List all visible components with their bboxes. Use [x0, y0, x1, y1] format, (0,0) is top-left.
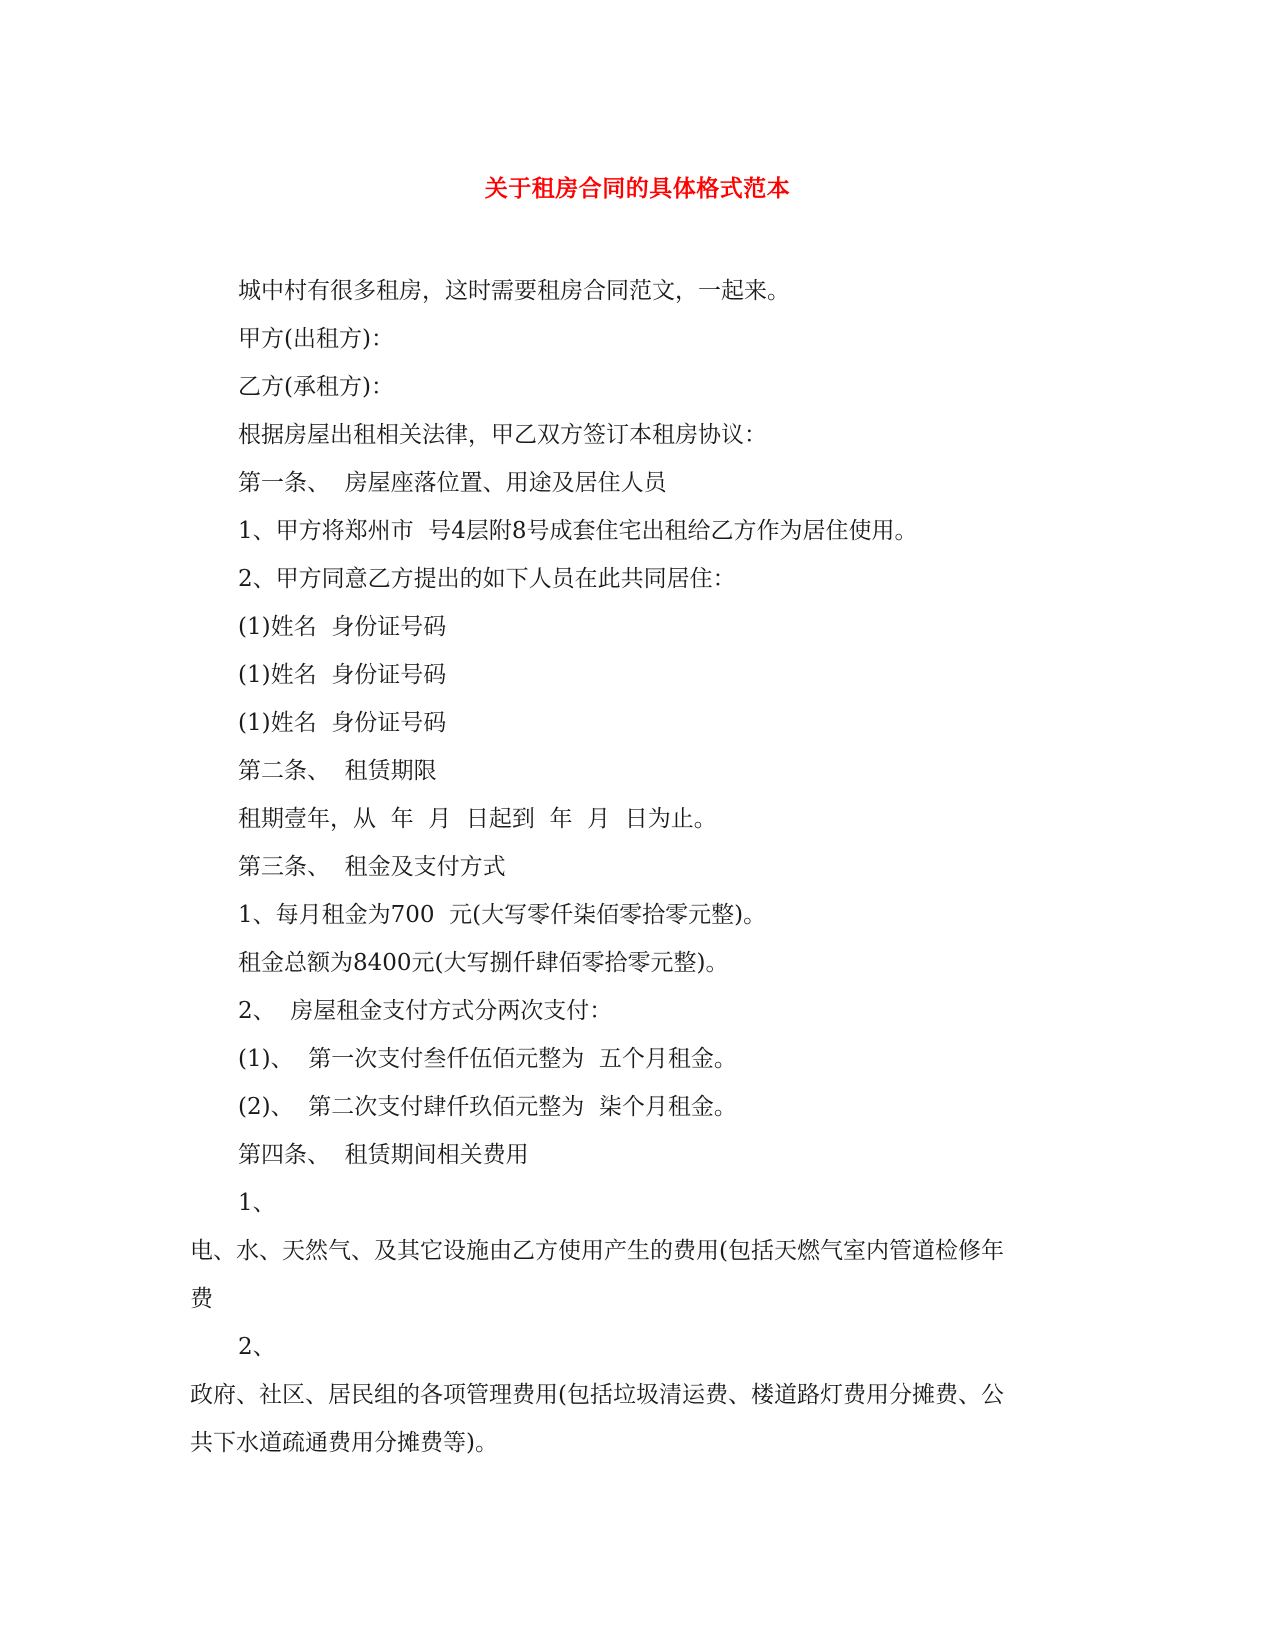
- paragraph-line: 共下水道疏通费用分摊费等)。: [190, 1430, 498, 1456]
- paragraph-line: 2、 房屋租金支付方式分两次支付：: [238, 998, 613, 1024]
- paragraph-line: 费: [190, 1286, 213, 1312]
- paragraph-line: 2、: [238, 1334, 276, 1360]
- paragraph-line: 2、甲方同意乙方提出的如下人员在此共同居住：: [238, 566, 736, 592]
- paragraph-line: 租期壹年，从 年 月 日起到 年 月 日为止。: [238, 806, 717, 832]
- paragraph-line: 第三条、 租金及支付方式: [238, 854, 506, 880]
- paragraph-line: 第二条、 租赁期限: [238, 758, 437, 784]
- paragraph-line: 1、甲方将郑州市 号4层附8号成套住宅出租给乙方作为居住使用。: [238, 518, 918, 544]
- document-title: 关于租房合同的具体格式范本: [484, 175, 791, 202]
- paragraph-line: (1)姓名 身份证号码: [238, 662, 447, 688]
- paragraph-line: (2)、 第二次支付肆仟玖佰元整为 柒个月租金。: [238, 1094, 737, 1120]
- paragraph-line: 第一条、 房屋座落位置、用途及居住人员: [238, 470, 667, 496]
- paragraph-line: (1)姓名 身份证号码: [238, 614, 447, 640]
- document-body: [190, 267, 1090, 1467]
- paragraph-line: (1)、 第一次支付叁仟伍佰元整为 五个月租金。: [238, 1046, 737, 1072]
- paragraph-line: 1、每月租金为700 元(大写零仟柒佰零拾零元整)。: [238, 902, 767, 928]
- paragraph-line: 甲方(出租方)：: [238, 326, 394, 352]
- paragraph-line: (1)姓名 身份证号码: [238, 710, 447, 736]
- paragraph-line: 第四条、 租赁期间相关费用: [238, 1142, 529, 1168]
- paragraph-line: 电、水、天然气、及其它设施由乙方使用产生的费用(包括天燃气室内管道检修年: [190, 1238, 1004, 1264]
- paragraph-line: 乙方(承租方)：: [238, 374, 394, 400]
- paragraph-line: 城中村有很多租房，这时需要租房合同范文，一起来。: [238, 278, 790, 304]
- paragraph-line: 1、: [238, 1190, 276, 1216]
- paragraph-line: 政府、社区、居民组的各项管理费用(包括垃圾清运费、楼道路灯费用分摊费、公: [190, 1382, 1004, 1408]
- paragraph-line: 根据房屋出租相关法律，甲乙双方签订本租房协议：: [238, 422, 767, 448]
- paragraph-line: 租金总额为8400元(大写捌仟肆佰零拾零元整)。: [238, 950, 729, 976]
